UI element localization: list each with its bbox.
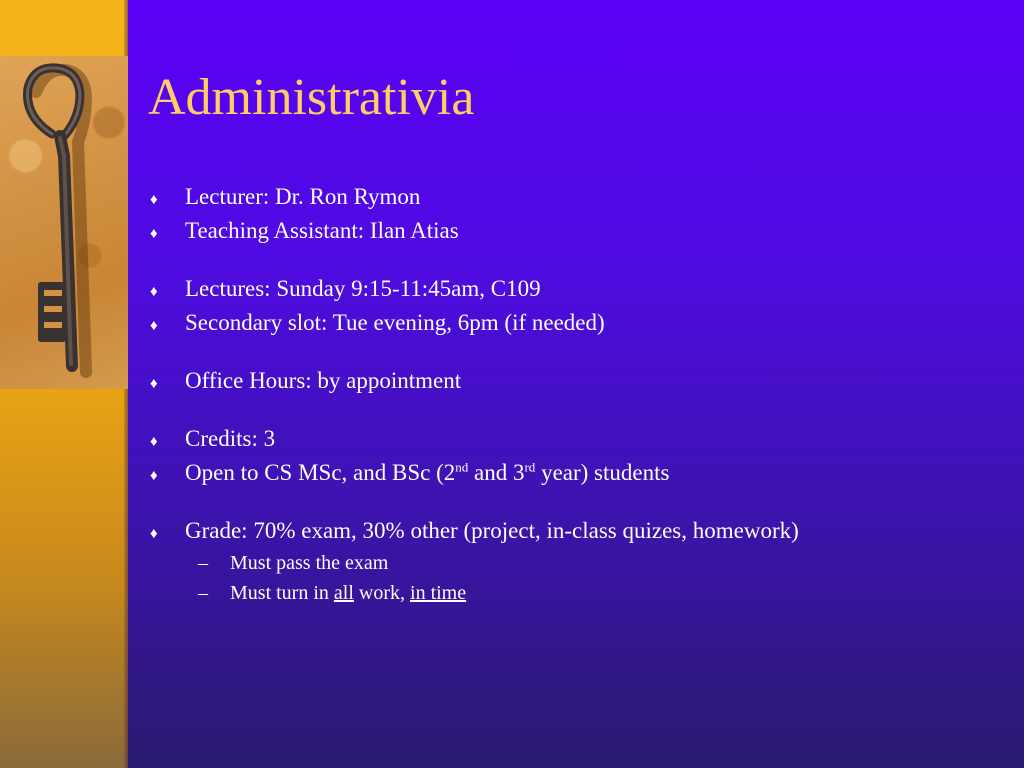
slide-title: Administrativia: [148, 69, 475, 126]
dash-bullet-icon: –: [198, 582, 208, 604]
bullet-text: Credits: 3: [185, 426, 276, 451]
dash-bullet-icon: –: [198, 552, 208, 574]
bullet-text: Teaching Assistant: Ilan Atias: [185, 218, 459, 243]
bullet-text: Lecturer: Dr. Ron Rymon: [185, 184, 421, 209]
bullet-item: [150, 306, 1010, 340]
diamond-bullet-icon: ♦: [150, 318, 158, 334]
bullet-text: Grade: 70% exam, 30% other (project, in-class quizes, homework): [185, 518, 799, 543]
bullet-text: Office Hours: by appointment: [185, 368, 462, 393]
ordinal-suffix: nd: [455, 459, 469, 475]
diamond-bullet-icon: ♦: [150, 434, 158, 450]
diamond-bullet-icon: ♦: [150, 376, 158, 392]
sub-bullet-item: [198, 548, 1010, 578]
bullet-item: [150, 422, 1010, 456]
diamond-bullet-icon: ♦: [150, 192, 158, 208]
diamond-bullet-icon: ♦: [150, 226, 158, 242]
old-key-icon: [0, 56, 128, 389]
bullet-text: Secondary slot: Tue evening, 6pm (if needed): [185, 310, 605, 335]
diamond-bullet-icon: ♦: [150, 526, 158, 542]
underlined-in-time: in time: [410, 582, 467, 604]
bullet-item: [150, 364, 1010, 398]
bullet-item: [150, 456, 1010, 490]
bullet-item: [150, 214, 1010, 248]
bullet-item: [150, 180, 1010, 214]
bullet-text: Lectures: Sunday 9:15-11:45am, C109: [185, 276, 541, 301]
diamond-bullet-icon: ♦: [150, 284, 158, 300]
bullet-item: [150, 272, 1010, 306]
sub-bullet-text: Must pass the exam: [230, 552, 389, 574]
bullet-text: Open to CS MSc, and BSc (2nd and 3rd year) students: [185, 459, 670, 485]
ordinal-suffix: rd: [524, 459, 536, 475]
bullet-item: [150, 514, 1010, 548]
diamond-bullet-icon: ♦: [150, 468, 158, 484]
bullet-list: [150, 180, 1010, 608]
sub-bullet-text: Must turn in all work, in time: [230, 582, 467, 604]
sub-bullet-item: [198, 578, 1010, 608]
underlined-all: all: [333, 582, 354, 604]
